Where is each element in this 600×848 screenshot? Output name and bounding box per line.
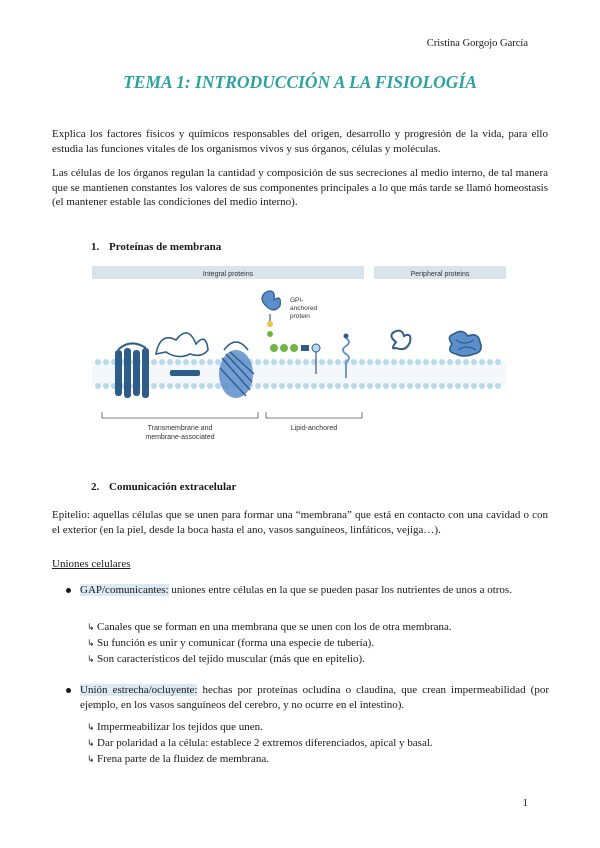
sub-item: ↳ Su función es unir y comunicar (forma una especie de tubería). — [87, 636, 374, 652]
section-2-number: 2. — [91, 481, 100, 493]
transmembrane-label-line-2: membrane-associated — [145, 434, 215, 441]
bullet-dot — [66, 588, 71, 593]
bullet-gap — [80, 583, 549, 598]
sub-item: ↳ Dar polaridad a la célula: establece 2 extremos diferenciados, apical y basal. — [87, 736, 433, 752]
sub-item: ↳ Impermeabilizar los tejidos que unen. — [87, 720, 263, 736]
peripheral-protein-2 — [449, 331, 481, 356]
page-title: TEMA 1: INTRODUCCIÓN A LA FISIOLOGÍA — [123, 72, 477, 92]
section-2-title: Comunicación extracelular — [109, 481, 237, 493]
intro-paragraph-1: Explica los factores físicos y químicos responsables del origen, desarrollo y progresión de la vida, para ello estudia las funciones vitales de los organismos vivos y sus órganos, células y moléculas. — [52, 128, 548, 155]
uniones-heading: Uniones celulares — [52, 558, 131, 570]
bullet-union-term: Unión estrecha/ocluyente: — [80, 684, 198, 696]
bullet-union-estrecha — [80, 683, 549, 712]
figure-brackets — [102, 412, 362, 418]
epitelio-paragraph: Epitelio: aquellas células que se unen para formar una “membrana” que está en contacto con una cavidad o con el exterior (en la piel, desde la boca hasta el ano, vasos sanguíneos, linfáticos, vejiga…). — [52, 509, 548, 536]
integral-label: Integral proteins — [202, 271, 254, 278]
page-number: 1 — [522, 797, 528, 809]
peripheral-label: Peripheral proteins — [410, 271, 470, 278]
sub-item: ↳ Frena parte de la fluidez de membrana. — [87, 752, 269, 768]
bullet-gap-text: uniones entre células en la que se pueden pasar los nutrientes de unos a otros. — [168, 584, 512, 596]
section-1-title: Proteínas de membrana — [109, 241, 222, 253]
sub-item: ↳ Canales que se forman en una membrana que se unen con los de otra membrana. — [87, 620, 452, 636]
intro-paragraph-2: Las células de los órganos regulan la cantidad y composición de sus secreciones al medio interno, de tal manera que se mantienen constantes los valores de sus componentes principales a lo que más tarde se llamó homeostasis (el mantener estable las condiciones del medio interno). — [52, 167, 548, 208]
lipid-anchored-label: Lipid-anchored — [290, 425, 338, 432]
arrow-icon: ↳ — [87, 739, 95, 749]
gpi-label-line-1: GPI- — [290, 297, 304, 304]
beta-barrel-protein — [219, 342, 254, 398]
section-1-number: 1. — [91, 241, 100, 253]
arrow-icon: ↳ — [87, 723, 95, 733]
section-2-heading — [91, 481, 236, 493]
sub-item: ↳ Son característicos del tejido muscular (más que en epitelio). — [87, 652, 365, 668]
arrow-icon: ↳ — [87, 639, 95, 649]
gpi-label-line-3: protein — [290, 313, 310, 320]
bullet-gap-term: GAP/comunicantes: — [80, 584, 169, 596]
lipid-bilayer — [92, 359, 506, 389]
transmembrane-label-line-1: Transmembrane and — [147, 425, 213, 432]
membrane-proteins-figure — [90, 262, 510, 447]
arrow-icon: ↳ — [87, 655, 95, 665]
gpi-label-line-2: anchored — [290, 305, 318, 312]
peripheral-protein-1 — [391, 331, 410, 349]
arrow-icon: ↳ — [87, 623, 95, 633]
section-1-heading — [91, 241, 221, 253]
bullet-dot — [66, 688, 71, 693]
arrow-icon: ↳ — [87, 755, 95, 765]
author-name: Cristina Gorgojo García — [426, 38, 528, 49]
bullet-union-text: hechas por proteínas ocludina o claudina, que crean impermeabilidad (por ejemplo, en los vasos sanguíneos del cerebro, y no ocurre en el intestino). — [80, 684, 549, 711]
